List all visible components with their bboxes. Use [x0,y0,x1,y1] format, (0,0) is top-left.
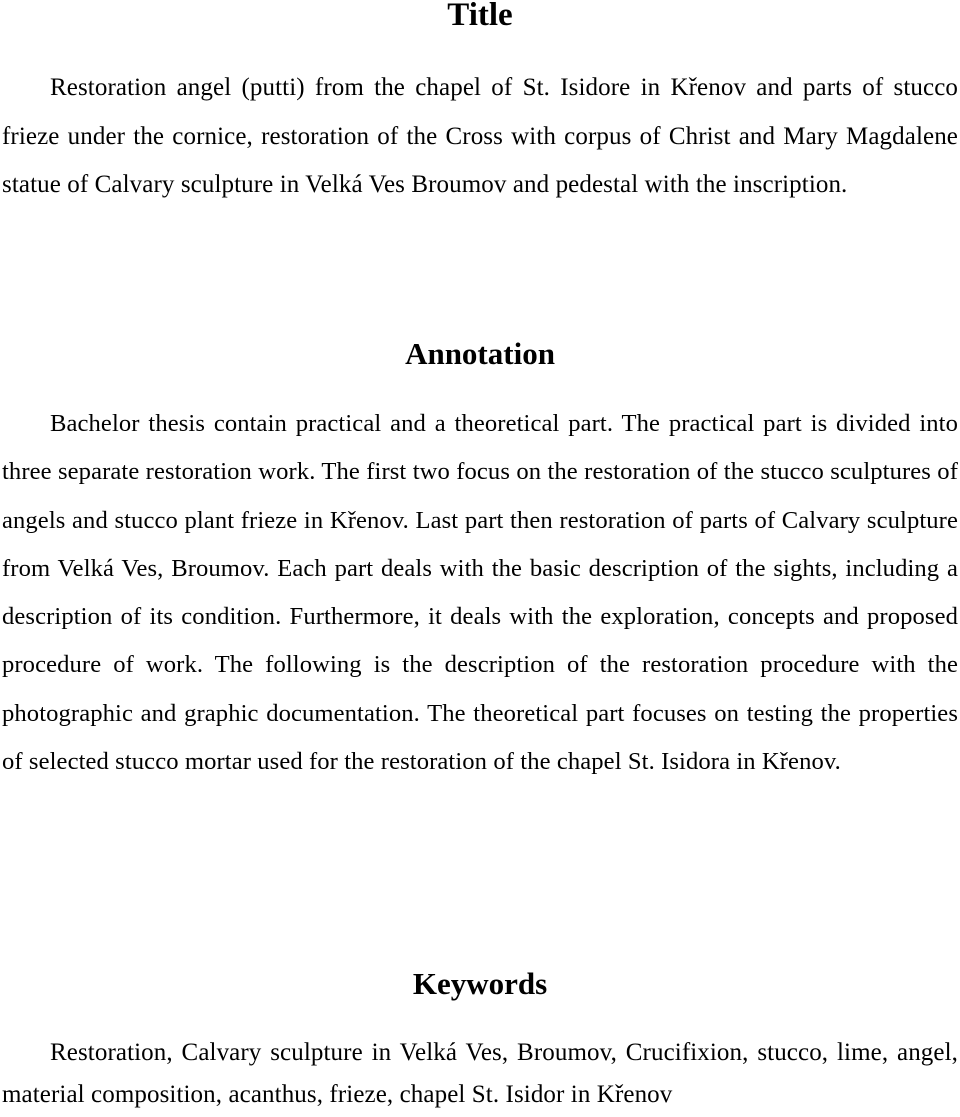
annotation-heading: Annotation [405,336,555,371]
title-text: Restoration angel (putti) from the chapel of St. Isidore in Křenov and parts of stucco frieze under the cornice, restoration of the Cross with corpus of Christ and Mary Magdalene statue of Calvary sculpture in Velká Ves Broumov and pedestal with the inscription. [2,74,958,198]
title-heading: Title [447,0,513,33]
keywords-heading: Keywords [412,966,548,1001]
keywords-text: Restoration, Calvary sculpture in Velká Ves, Broumov, Crucifixion, stucco, lime, angel, material composition, acanthus, frieze, chapel St. Isidor in Křenov [2,1039,958,1108]
annotation-text: Bachelor thesis contain practical and a theoretical part. The practical part is divided into three separate restoration work. The first two focus on the restoration of the stucco sculptures of angels and stucco plant frieze in Křenov. Last part then restoration of parts of Calvary sculpture from Velká Ves, Broumov. Each part deals with the basic description of the sights, including a description of its condition. Furthermore, it deals with the exploration, concepts and proposed procedure of work. The following is the description of the restoration procedure with the photographic and graphic documentation. The theoretical part focuses on testing the properties of selected stucco mortar used for the restoration of the chapel St. Isidora in Křenov. [2,410,958,776]
